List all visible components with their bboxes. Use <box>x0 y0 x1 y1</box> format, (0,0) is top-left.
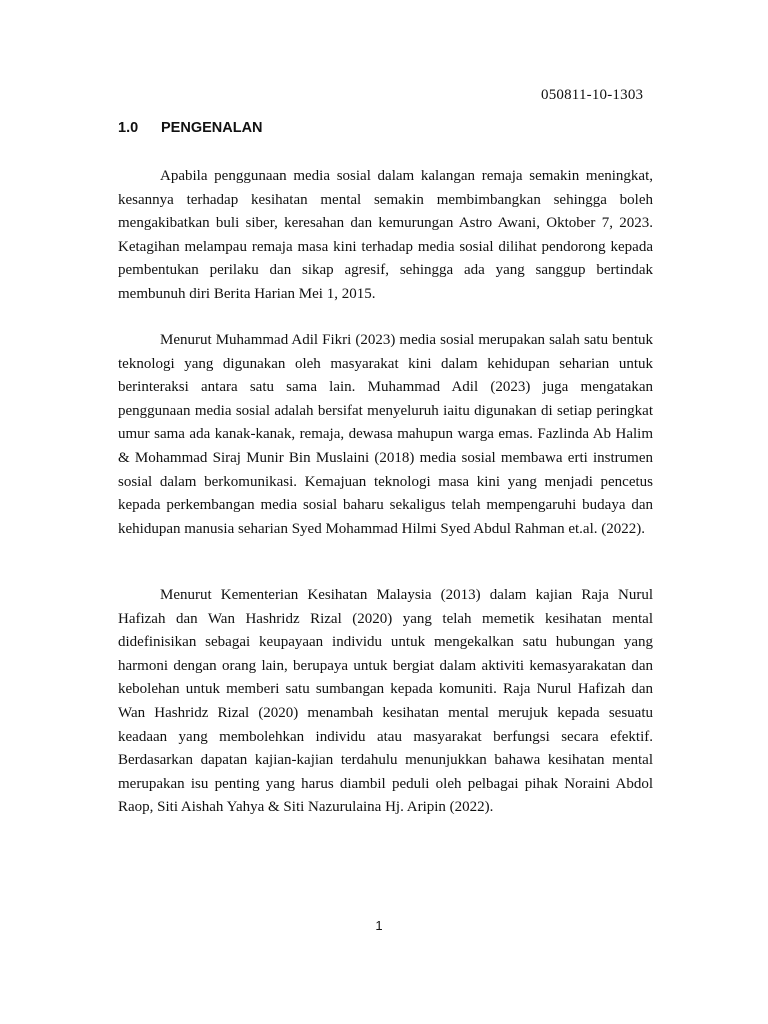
body-paragraph: Apabila penggunaan media sosial dalam kalangan remaja semakin meningkat, kesannya terhadap kesihatan mental semakin membimbangkan sehingga boleh mengakibatkan buli siber, keresahan dan kemurungan Astro Awani, Oktober 7, 2023. Ketagihan melampau remaja masa kini terhadap media sosial dilihat pendorong kepada pembentukan perilaku dan sikap agresif, sehingga ada yang sanggup bertindak membunuh diri Berita Harian Mei 1, 2015. <box>118 168 653 302</box>
section-title: PENGENALAN <box>161 120 263 136</box>
body-paragraph: Menurut Muhammad Adil Fikri (2023) media sosial merupakan salah satu bentuk teknologi yang digunakan oleh masyarakat kini dalam kehidupan seharian untuk berinteraksi antara satu sama lain. Muhammad Adil (2023) juga mengatakan penggunaan media sosial adalah bersifat menyeluruh iaitu digunakan di setiap peringkat umur sama ada kanak-kanak, remaja, dewasa mahupun warga emas. Fazlinda Ab Halim & Mohammad Siraj Munir Bin Muslaini (2018) media sosial membawa erti instrumen sosial dalam berkomunikasi. Kemajuan teknologi masa kini yang menjadi pencetus kepada perkembangan media sosial baharu sekaligus telah mempengaruhi budaya dan kehidupan manusia seharian Syed Mohammad Hilmi Syed Abdul Rahman et.al. (2022). <box>118 332 653 537</box>
page-number <box>0 918 768 933</box>
body-paragraph: Menurut Kementerian Kesihatan Malaysia (2013) dalam kajian Raja Nurul Hafizah dan Wan Hashridz Rizal (2020) yang telah memetik kesihatan mental didefinisikan sebagai keupayaan individu untuk mengekalkan satu hubungan yang harmoni dengan orang lain, berupaya untuk bergiat dalam aktiviti kemasyarakatan dan kebolehan untuk memberi satu sumbangan kepada komuniti. Raja Nurul Hafizah dan Wan Hashridz Rizal (2020) menambah kesihatan mental merujuk kepada sesuatu keadaan yang membolehkan individu atau masyarakat berfungsi secara efektif. Berdasarkan dapatan kajian-kajian terdahulu menunjukkan bahawa kesihatan mental merupakan isu penting yang harus diambil peduli oleh pelbagai pihak Noraini Abdol Raop, Siti Aishah Yahya & Siti Nazurulaina Hj. Aripin (2022). <box>118 587 653 816</box>
section-number: 1.0 <box>118 120 139 136</box>
section-heading <box>118 120 263 136</box>
document-id: 050811-10-1303 <box>541 87 644 103</box>
page-number-label: 1 <box>375 918 383 933</box>
